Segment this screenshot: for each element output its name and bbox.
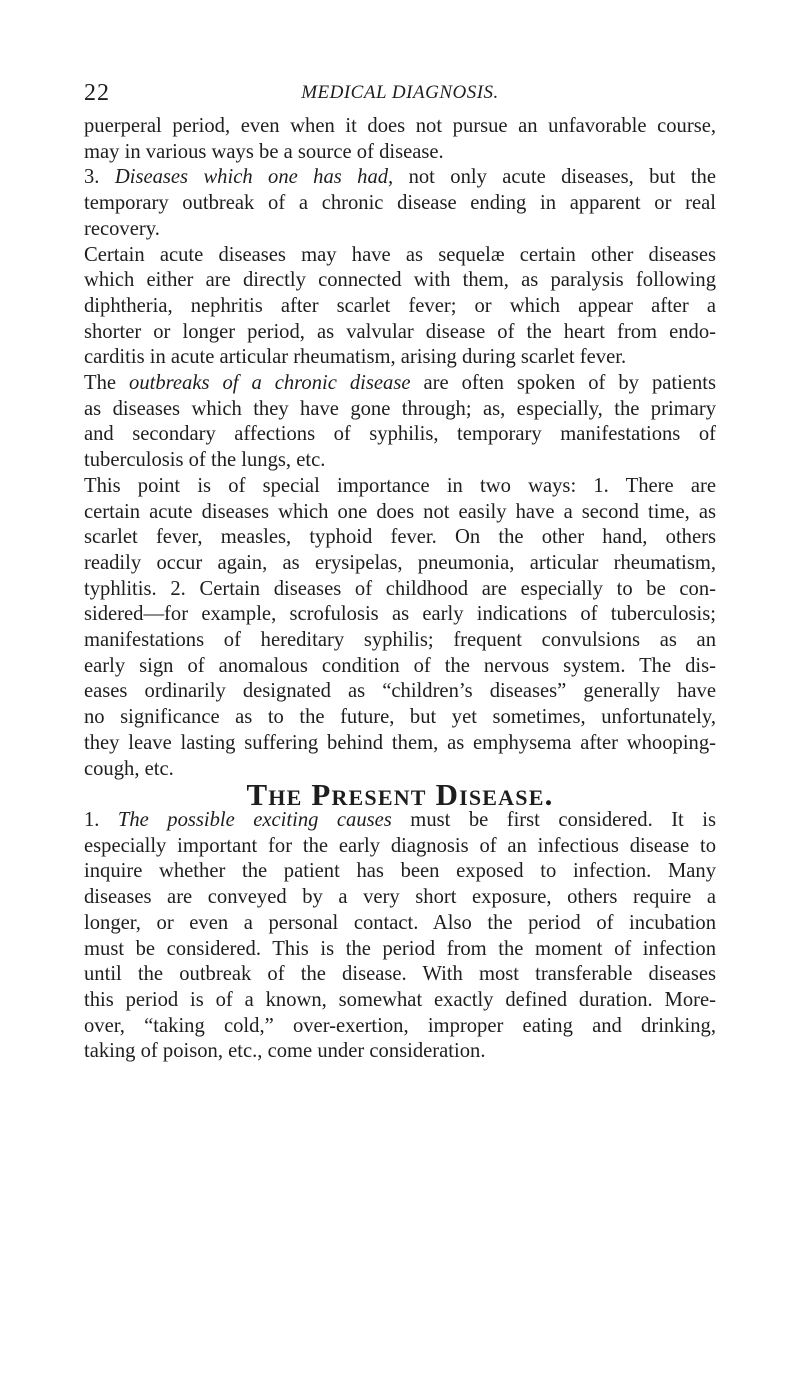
text-line: tuberculosis of the lungs, etc. [84,449,326,472]
paragraph-puerperal [84,114,716,165]
text-run: must be first considered. It is [391,808,716,831]
text-line: cough, etc. [84,757,174,780]
text-line: diphtheria, nephritis after scarlet fever; or which appear after a [84,294,716,317]
text-line: sidered—for example, scrofulosis as early indications of tuberculosis; [84,603,716,626]
text-line: carditis in acute articular rheumatism, arising during scarlet fever. [84,346,627,369]
page-number: 22 [84,80,110,106]
section-heading: The Present Disease. [246,777,554,813]
paragraph-exciting-causes [84,808,716,1065]
text-line: typhlitis. 2. Certain diseases of childhood are especially to be con- [84,577,716,600]
text-line: they leave lasting suffering behind them, as emphysema after whooping- [84,731,716,754]
text-line: and secondary affections of syphilis, temporary manifestations of [84,423,716,446]
text-line: puerperal period, even when it does not pursue an unfavorable course, [84,115,716,137]
text-line: eases ordinarily designated as “children’s diseases” generally have [84,680,716,703]
text-line: certain acute diseases which one does not easily have a second time, as [84,500,716,523]
text-line: inquire whether the patient has been exposed to infection. Many [84,860,716,883]
text-line: taking of poison, etc., come under consideration. [84,1040,486,1063]
text-line: Certain acute diseases may have as sequelæ certain other diseases [84,243,716,266]
text-line: no significance as to the future, but yet sometimes, unfortunately, [84,706,716,729]
text-line [84,165,716,191]
text-run: are often spoken of by patients [410,372,716,395]
text-line [84,808,716,834]
text-line: especially important for the early diagnosis of an infectious disease to [84,834,716,857]
text-line: scarlet fever, measles, typhoid fever. On the other hand, others [84,526,716,549]
text-run: not only acute diseases, but the [393,166,716,189]
text-line: longer, or even a personal contact. Also the period of incubation [84,911,716,934]
text-line: this period is of a known, somewhat exactly defined duration. More- [84,988,716,1011]
text-line: This point is of special importance in two ways: 1. There are [84,474,716,497]
paragraph-sequelae [84,243,716,372]
paragraph-number: 1. [84,808,118,831]
paragraph-diseases-had [84,165,716,242]
body-text [84,114,716,1065]
italic-phrase: outbreaks of a chronic disease [129,372,411,395]
paragraph-outbreaks [84,371,716,474]
running-title: MEDICAL DIAGNOSIS. [301,82,499,103]
text-line: manifestations of hereditary syphilis; frequent convulsions as an [84,629,716,652]
text-run: The [84,372,130,395]
running-head [84,78,716,108]
text-line: as diseases which they have gone through; as, especially, the primary [84,397,716,420]
text-line: may in various ways be a source of disease. [84,140,444,163]
text-line: over, “taking cold,” over-exertion, improper eating and drinking, [84,1014,716,1037]
text-line: readily occur again, as erysipelas, pneumonia, articular rheumatism, [84,551,716,574]
italic-phrase: The possible exciting causes [117,808,392,831]
paragraph-special-importance [84,474,716,782]
text-line: must be considered. This is the period from the moment of infection [84,937,716,960]
text-line: which either are directly connected with them, as paralysis following [84,269,716,292]
italic-phrase: Diseases which one has had, [114,166,394,189]
text-line: diseases are conveyed by a very short exposure, others require a [84,886,716,909]
text-line: until the outbreak of the disease. With most transferable diseases [84,963,716,986]
text-line: early sign of anomalous condition of the nervous system. The dis- [84,654,716,677]
text-line: recovery. [84,217,160,240]
text-line: temporary outbreak of a chronic disease ending in apparent or real [84,192,716,215]
paragraph-number: 3. [84,166,115,189]
text-line [84,371,716,397]
text-line: shorter or longer period, as valvular disease of the heart from endo- [84,320,716,343]
